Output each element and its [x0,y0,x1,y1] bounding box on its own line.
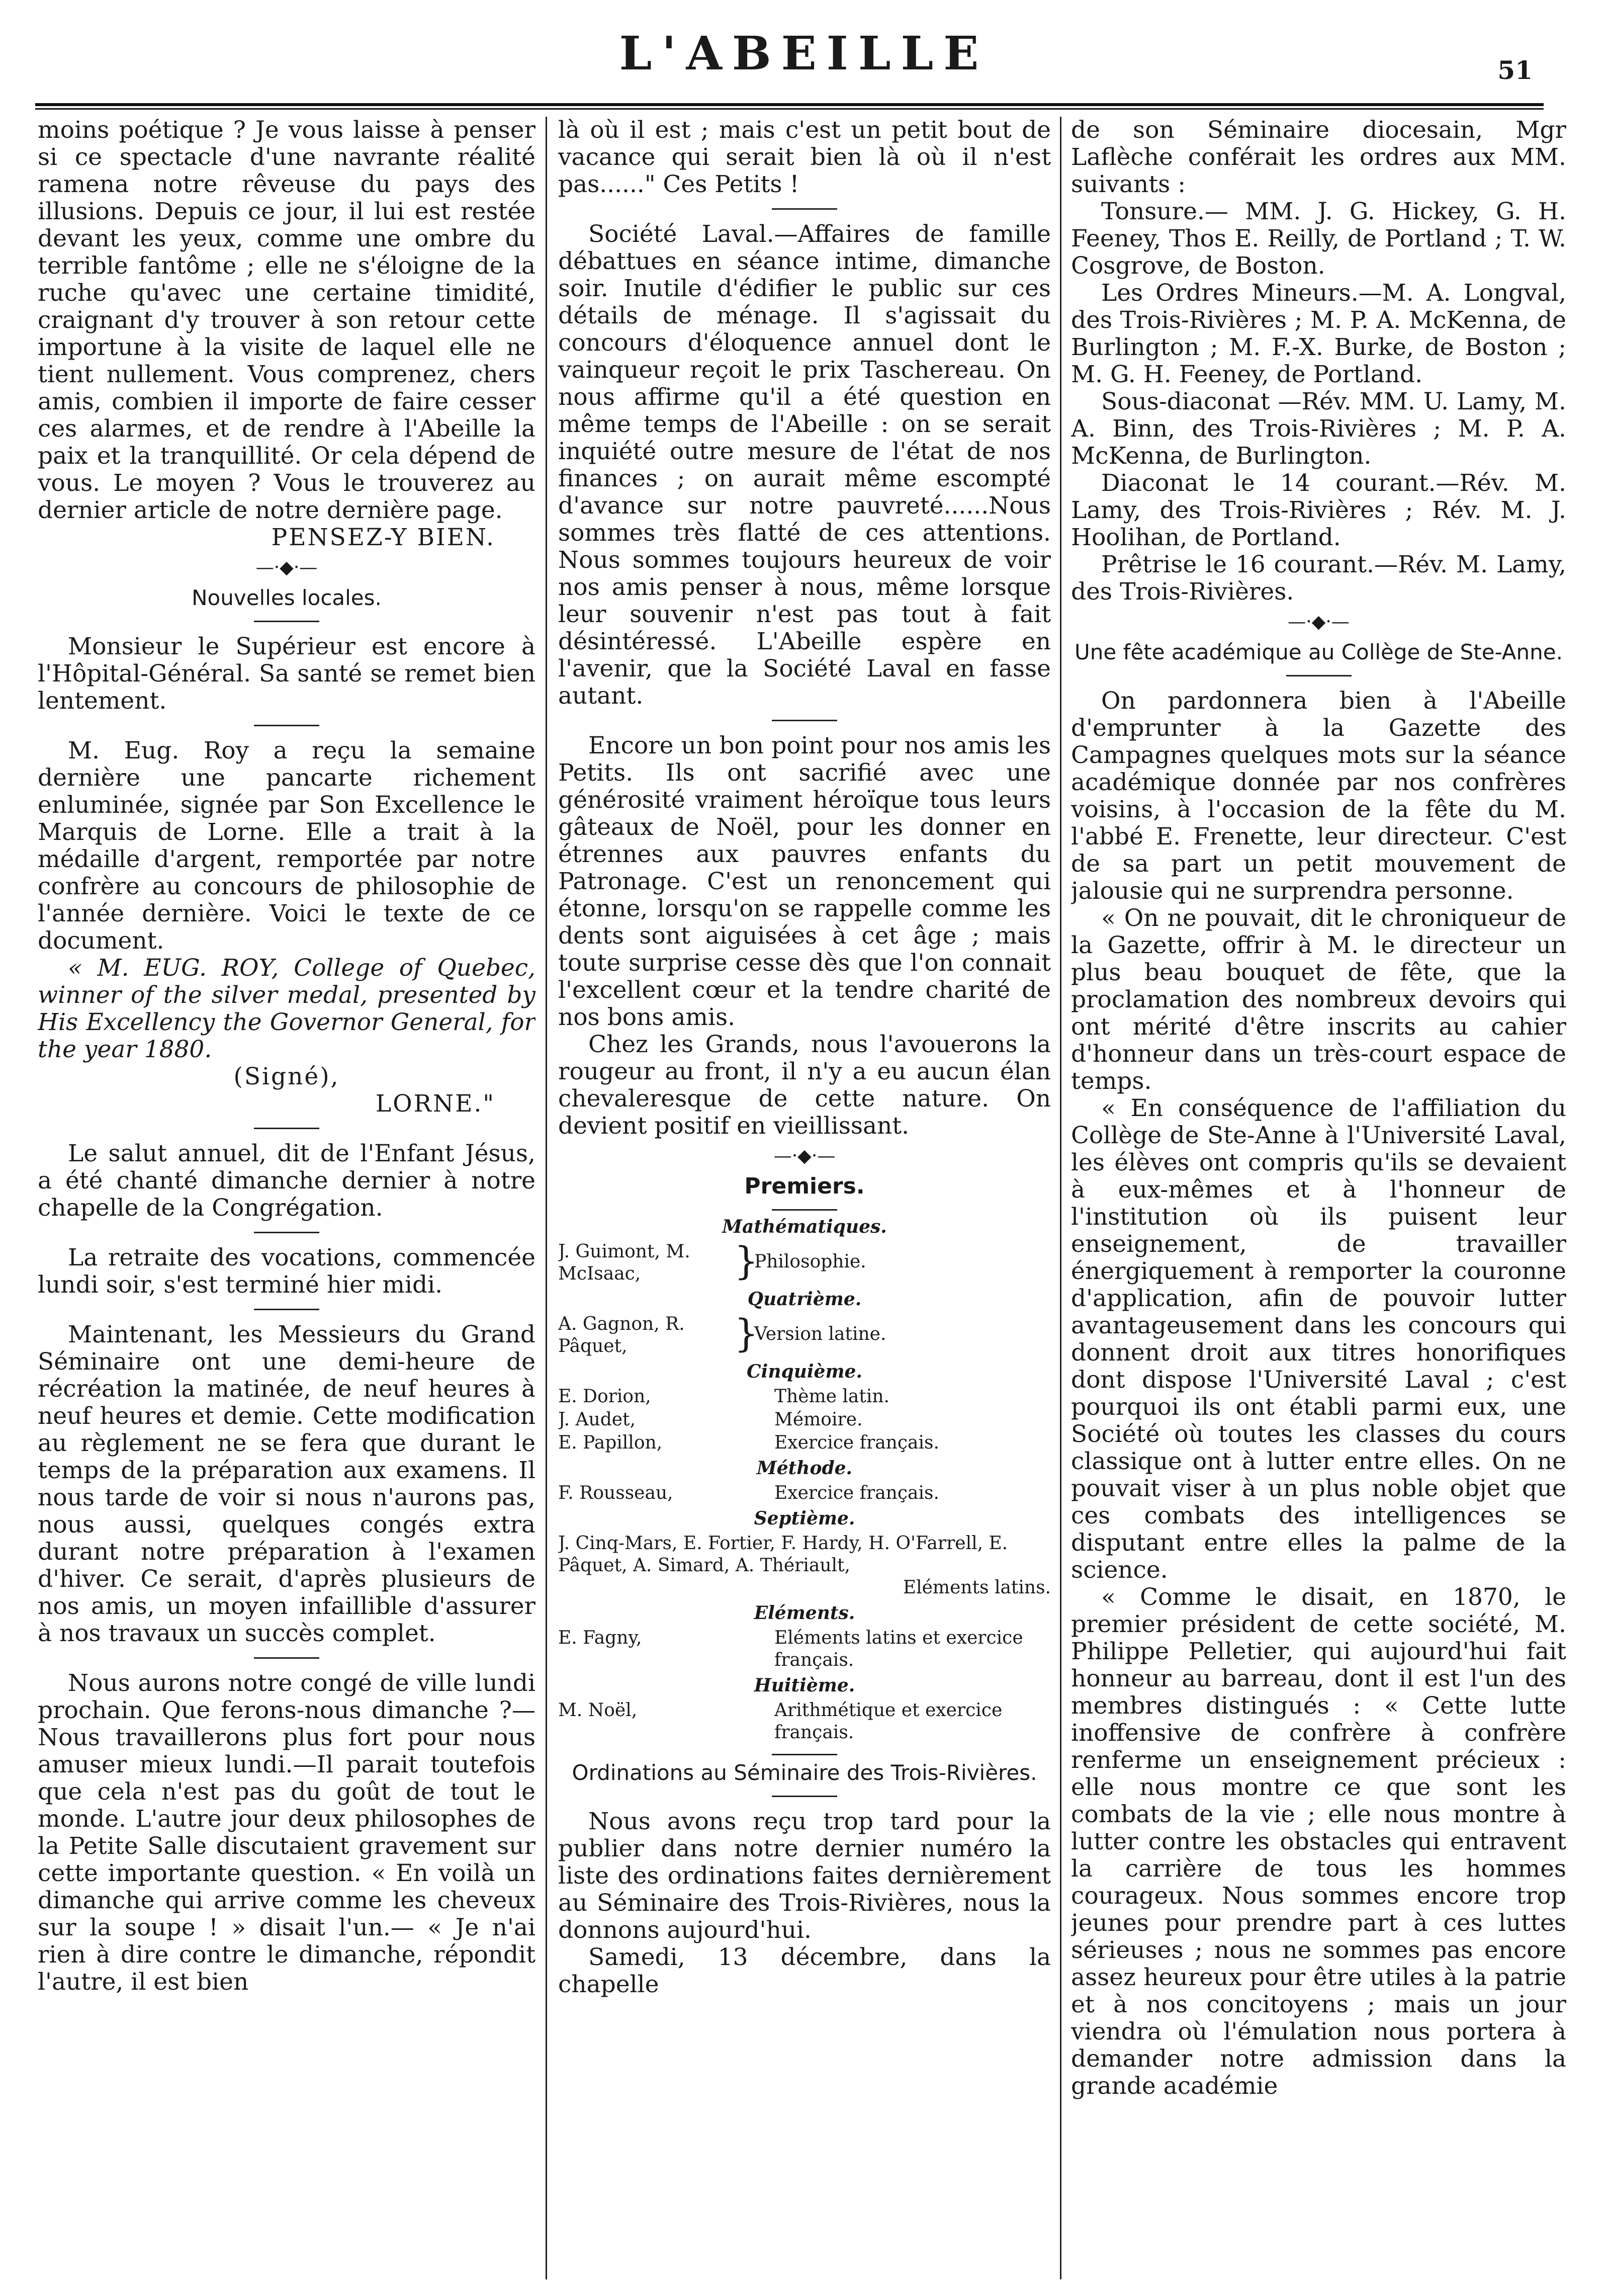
prize-names: E. Fagny, [558,1628,642,1648]
separator [254,1657,319,1659]
separator [772,208,837,210]
paragraph: « Comme le disait, en 1870, le premier président de cette société, M. Philippe Pelletier, qui aujourd'hui fait honneur au barreau, dont il est l'un des membres distingués : « Cette lutte inoffensive de confrère à confrère renferme un enseignement précieux : elle nous montre ce que sont les combats de la vie ; elle nous montre à lutter contre les obstacles qui entravent la carrière de tous les hommes courageux. Nous sommes encore trop jeunes pour prendre part à ces luttes sérieuses ; nous ne sommes pas encore assez heureux pour être utiles à la patrie et à nos concitoyens ; mais un jour viendra où l'émulation nous portera à demander notre admission dans la grande académie [1071,1583,1566,2100]
paragraph: moins poétique ? Je vous laisse à penser si ce spectacle d'une navrante réalité ramena notre rêveuse du pays des illusions. Depuis ce jour, il lui est restée devant les yeux, comme une ombre du terrible fantôme ; elle ne s'éloigne de la ruche qu'avec une certaine timidité, craignant d'y trouver à son retour cette importune à la visite de laquel elle ne tient nullement. Vous comprenez, chers amis, combien il importe de faire cesser ces alarmes, et de rendre à l'Abeille la paix et la tranquillité. Or cela dépend de vous. Le moyen ? Vous le trouverez au dernier article de notre dernière page. [38,117,535,524]
prize-names: A. Gagnon, R. Pâquet, [558,1314,685,1356]
paragraph: « On ne pouvait, dit le chroniqueur de la Gazette, offrir à M. le directeur un plus beau bouquet de fête, que la proclamation des nombreux devoirs qui ont mérité d'être inscrits au cahier d'honneur dans un très-court espace de temps. [1071,904,1566,1095]
prize-names: J. Audet, [558,1409,636,1430]
prize-subject: Eléments latins. [903,1577,1051,1598]
paragraph: Maintenant, les Messieurs du Grand Séminaire ont une demi-heure de récréation la matinée, de neuf heures à neuf heures et demie. Cette modification au règlement ne se fera que durant le temps de la préparation aux examens. Il nous tarde de voir si nous n'aurons pas, nous aussi, quelques congés extra durant notre préparation à l'examen d'hiver. Ce serait, d'après plusieurs de nos amis, un moyen infaillible d'assurer à nos travaux un succès complet. [38,1321,535,1647]
signature: PENSEZ-Y BIEN. [271,524,495,551]
prize-subject: Version latine. [754,1324,886,1344]
prize-row [558,1482,1051,1504]
prize-row [558,1386,1051,1408]
ornament-divider: —·◆·— [1288,612,1350,632]
signed-label: (Signé), [233,1063,340,1090]
section-title: Nouvelles locales. [192,585,382,610]
prize-subject: Mémoire. [774,1409,863,1430]
prize-names: J. Cinq-Mars, E. Fortier, F. Hardy, H. O'Farrell, E. Pâquet, A. Simard, A. Thériault, [558,1533,1008,1576]
paragraph: Samedi, 13 décembre, dans la chapelle [558,1943,1051,1998]
separator [772,1796,837,1797]
prize-names: J. Guimont, M. McIsaac, [558,1241,690,1284]
paragraph: Diaconat le 14 courant.—Rév. M. Lamy, des Trois-Rivières ; Rév. M. J. Hoolihan, de Portland. [1071,469,1566,551]
paragraph: « En conséquence de l'affiliation du Collège de Ste-Anne à l'Université Laval, les élèves ont compris qu'ils se devaient à eux-mêmes et à l'honneur de l'institution où ils puisent leur enseignement, de travailler énergiquement à remporter la couronne d'application, afin de pouvoir lutter avantageusement dans les concours qui donnent droit aux titres honorifiques dont dispose l'Université Laval ; c'est pourquoi ils ont établi parmi eux, une Société où toutes les classes du cours classique ont à lutter entre elles. On ne pouvait viser à un plus noble objet que ces combats des intelligences se disputant entre elles la palme de la science. [1071,1094,1566,1584]
page-title: L'ABEILLE [619,26,989,80]
paragraph: « M. EUG. ROY, College of Quebec, winner of the silver medal, presented by His Excellency the Governor General, for the year 1880. [38,954,535,1063]
prize-category: Mathématiques. [722,1216,887,1237]
paragraph: Monsieur le Supérieur est encore à l'Hôpital-Général. Sa santé se remet bien lentement. [38,633,535,715]
paragraph: Les Ordres Mineurs.—M. A. Longval, des Trois-Rivières ; M. P. A. McKenna, de Burlington ; M. F.-X. Burke, de Boston ; M. G. H. Feeney, de Portland. [1071,279,1566,388]
prize-subject: Thème latin. [774,1386,889,1407]
prize-subject: Arithmétique et exercice français. [774,1700,1003,1743]
prize-subject: Philosophie. [754,1251,866,1272]
paragraph: de son Séminaire diocesain, Mgr Laflèche conférait les ordres aux MM. suivants : [1071,117,1566,198]
column-middle [558,117,1051,2284]
ornament-divider: —·◆·— [773,1146,836,1166]
paragraph: Tonsure.— MM. J. G. Hickey, G. H. Feeney, Thos E. Reilly, de Portland ; T. W. Cosgrove, de Boston. [1071,198,1566,280]
separator [772,1209,837,1211]
prize-category: Eléments. [754,1602,855,1624]
separator [254,621,319,622]
paragraph: là où il est ; mais c'est un petit bout de vacance qui serait bien là où il n'est pas......" Ces Petits ! [558,117,1051,198]
prize-names: F. Rousseau, [558,1483,673,1503]
prize-row [558,1313,1051,1357]
paragraph: Société Laval.—Affaires de famille débattues en séance intime, dimanche soir. Inutile d'édifier le public sur ces détails de ménage. Il s'agissait du concours d'éloquence annuel dont le vainqueur reçoit le prix Taschereau. On nous affirme qu'il a été question en même temps de l'Abeille : on se serait inquiété outre mesure de l'état de nos finances ; on aurait même escompté d'avance sur notre pauvreté......Nous sommes très flatté de ces attentions. Nous sommes toujours heureux de voir nos amis penser à nous, même lorsque leur souvenir n'est pas tout à fait désintéressé. L'Abeille espère en l'avenir, que la Société Laval en fasse autant. [558,220,1051,710]
prize-names: E. Dorion, [558,1386,651,1407]
prize-subject: Eléments latins et exercice français. [774,1628,1023,1670]
prize-subject: Exercice français. [774,1483,939,1503]
prize-row [558,1432,1051,1454]
prize-subject: Exercice français. [774,1432,939,1453]
separator [772,720,837,721]
signed-name: LORNE." [375,1090,495,1118]
prize-category: Quatrième. [747,1289,862,1310]
separator [254,1232,319,1233]
column-divider [1060,117,1061,2279]
prize-row [558,1409,1051,1431]
separator [254,1128,319,1129]
section-title: Ordinations au Séminaire des Trois-Rivières. [572,1760,1037,1785]
paragraph: Encore un bon point pour nos amis les Petits. Ils ont sacrifié avec une générosité vraiment héroïque tous leurs gâteaux de Noël, pour les donner en étrennes aux pauvres enfants du Patronage. C'est un renoncement qui étonne, lorsqu'on se rappelle comme les dents sont aiguisées à cet âge ; mais toute surprise cesse dès que l'on connait l'excellent cœur et la tendre charité de nos bons amis. [558,732,1051,1031]
brace-glyph: } [734,1238,759,1283]
column-left [38,117,535,2284]
separator [1286,675,1352,676]
paragraph: Nous avons reçu trop tard pour la publier dans notre dernier numéro la liste des ordinations faites dernièrement au Séminaire des Trois-Rivières, nous la donnons aujourd'hui. [558,1808,1051,1944]
brace-glyph: } [734,1311,759,1355]
paragraph: Le salut annuel, dit de l'Enfant Jésus, a été chanté dimanche dernier à notre chapelle de la Congrégation. [38,1140,535,1222]
prize-row [558,1699,1051,1744]
paragraph: Chez les Grands, nous l'avouerons la rougeur au front, il n'y a eu aucun élan chevaleresque de cette nature. On devient positif en vieillissant. [558,1031,1051,1140]
prize-row [558,1627,1051,1671]
prize-category: Septième. [754,1508,855,1529]
column-divider [546,117,547,2279]
separator [254,1309,319,1310]
premiers-title: Premiers. [744,1173,865,1199]
ornament-divider: —·◆·— [255,557,318,578]
section-title: Une fête académique au Collège de Ste-Anne. [1075,640,1563,664]
paragraph: On pardonnera bien à l'Abeille d'emprunter à la Gazette des Campagnes quelques mots sur la séance académique donnée par nos confrères voisins, à l'occasion de la fête du M. l'abbé E. Frenette, leur directeur. C'est de sa part un petit mouvement de jalousie qui ne surprendra personne. [1071,687,1566,905]
page-number: 51 [1497,55,1533,85]
prize-names: M. Noël, [558,1700,638,1721]
prize-category: Huitième. [754,1675,855,1696]
paragraph: La retraite des vocations, commencée lundi soir, s'est terminé hier midi. [38,1244,535,1299]
header-rule-thin [35,108,1544,110]
separator [254,725,319,726]
prize-row [558,1238,1051,1285]
paragraph: M. Eug. Roy a reçu la semaine dernière une pancarte richement enluminée, signée par Son Excellence le Marquis de Lorne. Elle a trait à la médaille d'argent, remportée par notre confrère au concours de philosophie de l'année dernière. Voici le texte de ce document. [38,737,535,955]
header-rule [35,103,1544,106]
paragraph: Sous-diaconat —Rév. MM. U. Lamy, M. A. Binn, des Trois-Rivières ; M. P. A. McKenna, de Burlington. [1071,388,1566,470]
prize-names: E. Papillon, [558,1432,663,1453]
prize-category: Méthode. [756,1458,853,1479]
prize-list [558,1216,1051,1744]
paragraph: Prêtrise le 16 courant.—Rév. M. Lamy, des Trois-Rivières. [1071,551,1566,606]
separator [772,1754,837,1755]
prize-category: Cinquième. [747,1361,862,1382]
paragraph: Nous aurons notre congé de ville lundi prochain. Que ferons-nous dimanche ?—Nous travaillerons plus fort pour nous amuser mieux lundi.—Il parait toutefois que cela n'est pas du goût de tout le monde. L'autre jour deux philosophes de la Petite Salle discutaient gravement sur cette importante question. « En voilà un dimanche qui arrive comme les cheveux sur la soupe ! » disait l'un.— « Je n'ai rien à dire contre le dimanche, répondit l'autre, il est bien [38,1669,535,1996]
column-right [1071,117,1566,2284]
